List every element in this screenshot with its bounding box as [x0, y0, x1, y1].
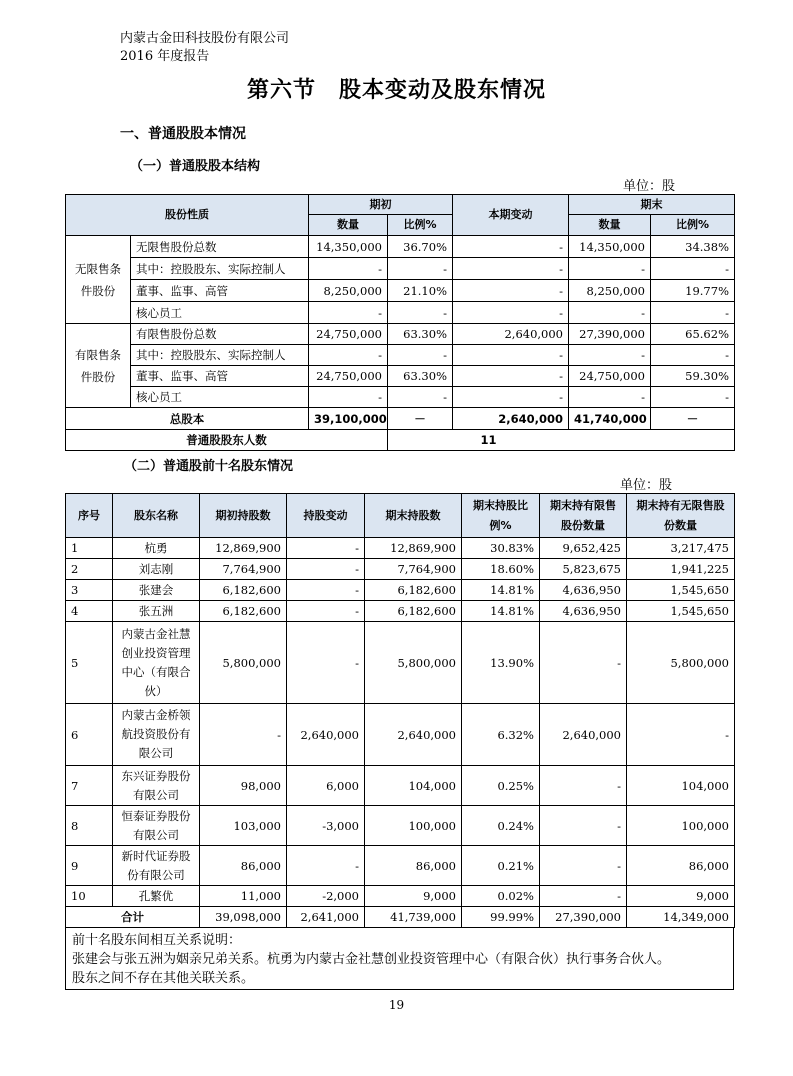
begin-qty: -: [309, 345, 388, 366]
row-name: 其中：控股股东、实际控制人: [131, 258, 309, 280]
header-begin-holding: 期初持股数: [200, 494, 287, 538]
seq: 2: [66, 559, 113, 580]
restricted-qty: -: [540, 622, 627, 704]
end-holding: 9,000: [365, 886, 462, 907]
table-row: [66, 366, 735, 387]
subsection-heading-structure: （一）普通股股本结构: [130, 159, 261, 174]
end-ratio: 34.38%: [651, 236, 735, 258]
header-begin-ratio: 比例%: [388, 215, 453, 236]
end-ratio: 0.24%: [462, 806, 540, 846]
table-row: [66, 846, 735, 886]
end-ratio: 59.30%: [651, 366, 735, 387]
end-holding: 100,000: [365, 806, 462, 846]
holders-label: 普通股股东人数: [66, 430, 388, 451]
change: 2,640,000: [453, 324, 569, 345]
holding-change: -: [287, 601, 365, 622]
restricted-qty: 5,823,675: [540, 559, 627, 580]
end-ratio: 19.77%: [651, 280, 735, 302]
holding-change: -: [287, 580, 365, 601]
end-holding: 104,000: [365, 766, 462, 806]
holder-name: 东兴证券股份有限公司: [113, 766, 200, 806]
end-holding: 2,640,000: [365, 704, 462, 766]
begin-holding: 5,800,000: [200, 622, 287, 704]
table-row: [66, 302, 735, 324]
holders-count: 11: [388, 430, 735, 451]
header-end: 期末: [569, 195, 735, 215]
table-row: [66, 806, 735, 846]
end-ratio: 18.60%: [462, 559, 540, 580]
begin-ratio: -: [388, 258, 453, 280]
table-row: [66, 236, 735, 258]
header-end-holding: 期末持股数: [365, 494, 462, 538]
begin-holding: 11,000: [200, 886, 287, 907]
header-end-qty: 数量: [569, 215, 651, 236]
header-end-ratio: 比例%: [651, 215, 735, 236]
total-end-qty: 41,740,000: [569, 408, 651, 430]
total-label: 总股本: [66, 408, 309, 430]
end-ratio: 14.81%: [462, 601, 540, 622]
table-row: [66, 538, 735, 559]
header-holding-change: 持股变动: [287, 494, 365, 538]
total-begin-holding: 39,098,000: [200, 907, 287, 928]
holder-name: 新时代证券股份有限公司: [113, 846, 200, 886]
end-holding: 7,764,900: [365, 559, 462, 580]
begin-holding: 7,764,900: [200, 559, 287, 580]
seq: 8: [66, 806, 113, 846]
begin-holding: 6,182,600: [200, 601, 287, 622]
begin-ratio: -: [388, 302, 453, 324]
end-qty: 27,390,000: [569, 324, 651, 345]
row-name: 核心员工: [131, 387, 309, 408]
end-ratio: -: [651, 387, 735, 408]
begin-ratio: 21.10%: [388, 280, 453, 302]
end-ratio: -: [651, 258, 735, 280]
begin-qty: -: [309, 258, 388, 280]
page-title: 第六节 股本变动及股东情况: [246, 78, 546, 103]
row-name: 无限售股份总数: [131, 236, 309, 258]
end-qty: 14,350,000: [569, 236, 651, 258]
table-row: [66, 580, 735, 601]
table-row: [66, 886, 735, 907]
top10-shareholders-table: [65, 493, 735, 928]
holders-row: [66, 430, 735, 451]
change: -: [453, 280, 569, 302]
header-change: 本期变动: [453, 195, 569, 236]
unrestricted-qty: 9,000: [627, 886, 735, 907]
group-label-unrestricted: 无限售条件股份: [66, 236, 131, 324]
group-label-restricted: 有限售条件股份: [66, 324, 131, 408]
total-row: [66, 408, 735, 430]
total-end-ratio: 99.99%: [462, 907, 540, 928]
header-holder-name: 股东名称: [113, 494, 200, 538]
end-qty: 8,250,000: [569, 280, 651, 302]
holder-name: 张五洲: [113, 601, 200, 622]
row-name: 董事、监事、高管: [131, 366, 309, 387]
share-structure-table: [65, 194, 735, 451]
note-title: 前十名股东间相互关系说明：: [72, 933, 242, 948]
seq: 6: [66, 704, 113, 766]
total-restricted-qty: 27,390,000: [540, 907, 627, 928]
header-begin: 期初: [309, 195, 453, 215]
header-share-nature: 股份性质: [66, 195, 309, 236]
restricted-qty: -: [540, 766, 627, 806]
end-ratio: 0.02%: [462, 886, 540, 907]
begin-qty: 14,350,000: [309, 236, 388, 258]
row-name: 核心员工: [131, 302, 309, 324]
end-holding: 12,869,900: [365, 538, 462, 559]
begin-ratio: 36.70%: [388, 236, 453, 258]
table-row: [66, 387, 735, 408]
unrestricted-qty: 5,800,000: [627, 622, 735, 704]
table-row: [66, 622, 735, 704]
holding-change: 2,640,000: [287, 704, 365, 766]
seq: 7: [66, 766, 113, 806]
restricted-qty: -: [540, 846, 627, 886]
seq: 3: [66, 580, 113, 601]
change: -: [453, 236, 569, 258]
end-ratio: 0.21%: [462, 846, 540, 886]
restricted-qty: -: [540, 886, 627, 907]
relationship-note: [65, 928, 734, 990]
end-qty: -: [569, 302, 651, 324]
end-qty: -: [569, 345, 651, 366]
seq: 1: [66, 538, 113, 559]
begin-qty: -: [309, 302, 388, 324]
end-ratio: 65.62%: [651, 324, 735, 345]
end-holding: 86,000: [365, 846, 462, 886]
begin-holding: 12,869,900: [200, 538, 287, 559]
unrestricted-qty: 1,545,650: [627, 580, 735, 601]
total-begin-ratio: －: [388, 408, 453, 430]
table-row: [66, 601, 735, 622]
end-ratio: 0.25%: [462, 766, 540, 806]
end-holding: 6,182,600: [365, 601, 462, 622]
holding-change: -: [287, 846, 365, 886]
holding-change: -: [287, 538, 365, 559]
note-line-1: 张建会与张五洲为姻亲兄弟关系。杭勇为内蒙古金社慧创业投资管理中心（有限合伙）执行事务合伙人。: [72, 952, 671, 967]
total-change: 2,640,000: [453, 408, 569, 430]
holding-change: -2,000: [287, 886, 365, 907]
change: -: [453, 387, 569, 408]
seq: 4: [66, 601, 113, 622]
end-ratio: 13.90%: [462, 622, 540, 704]
end-holding: 6,182,600: [365, 580, 462, 601]
total-row: [66, 907, 735, 928]
report-year: 2016 年度报告: [120, 49, 210, 64]
holding-change: -: [287, 559, 365, 580]
restricted-qty: -: [540, 806, 627, 846]
begin-holding: 103,000: [200, 806, 287, 846]
holder-name: 孔繁优: [113, 886, 200, 907]
holder-name: 张建会: [113, 580, 200, 601]
total-begin-qty: 39,100,000: [309, 408, 388, 430]
holder-name: 杭勇: [113, 538, 200, 559]
end-qty: -: [569, 258, 651, 280]
begin-qty: -: [309, 387, 388, 408]
begin-ratio: 63.30%: [388, 324, 453, 345]
holder-name: 恒泰证券股份有限公司: [113, 806, 200, 846]
header-seq: 序号: [66, 494, 113, 538]
seq: 5: [66, 622, 113, 704]
table-row: [66, 324, 735, 345]
change: -: [453, 366, 569, 387]
holder-name: 内蒙古金桥领航投资股份有限公司: [113, 704, 200, 766]
end-ratio: 14.81%: [462, 580, 540, 601]
row-name: 其中：控股股东、实际控制人: [131, 345, 309, 366]
holding-change: 6,000: [287, 766, 365, 806]
subsection-heading-top10: （二）普通股前十名股东情况: [124, 459, 294, 474]
unrestricted-qty: 1,941,225: [627, 559, 735, 580]
row-name: 有限售股份总数: [131, 324, 309, 345]
table-row: [66, 280, 735, 302]
end-ratio: 30.83%: [462, 538, 540, 559]
end-ratio: -: [651, 345, 735, 366]
unrestricted-qty: 104,000: [627, 766, 735, 806]
end-ratio: 6.32%: [462, 704, 540, 766]
holding-change: -3,000: [287, 806, 365, 846]
total-holding-change: 2,641,000: [287, 907, 365, 928]
begin-ratio: 63.30%: [388, 366, 453, 387]
restricted-qty: 9,652,425: [540, 538, 627, 559]
holding-change: -: [287, 622, 365, 704]
begin-holding: 86,000: [200, 846, 287, 886]
restricted-qty: 4,636,950: [540, 601, 627, 622]
begin-ratio: -: [388, 345, 453, 366]
begin-qty: 24,750,000: [309, 324, 388, 345]
table-row: [66, 704, 735, 766]
unrestricted-qty: 3,217,475: [627, 538, 735, 559]
end-holding: 5,800,000: [365, 622, 462, 704]
change: -: [453, 302, 569, 324]
header-begin-qty: 数量: [309, 215, 388, 236]
section-heading: 一、普通股股本情况: [120, 126, 246, 142]
restricted-qty: 4,636,950: [540, 580, 627, 601]
unit-label-1: 单位：股: [623, 179, 676, 194]
change: -: [453, 345, 569, 366]
total-label: 合计: [66, 907, 200, 928]
total-unrestricted-qty: 14,349,000: [627, 907, 735, 928]
total-end-ratio: －: [651, 408, 735, 430]
begin-holding: 98,000: [200, 766, 287, 806]
unrestricted-qty: 86,000: [627, 846, 735, 886]
page-header: [120, 30, 289, 66]
restricted-qty: 2,640,000: [540, 704, 627, 766]
holder-name: 内蒙古金社慧创业投资管理中心（有限合伙）: [113, 622, 200, 704]
table-row: [66, 559, 735, 580]
unrestricted-qty: 1,545,650: [627, 601, 735, 622]
total-end-holding: 41,739,000: [365, 907, 462, 928]
unit-label-2: 单位：股: [620, 478, 673, 493]
note-line-2: 股东之间不存在其他关联关系。: [72, 971, 255, 986]
table-row: [66, 766, 735, 806]
begin-holding: -: [200, 704, 287, 766]
page-number: 19: [388, 998, 405, 1012]
end-ratio: -: [651, 302, 735, 324]
unrestricted-qty: -: [627, 704, 735, 766]
seq: 10: [66, 886, 113, 907]
unrestricted-qty: 100,000: [627, 806, 735, 846]
begin-ratio: -: [388, 387, 453, 408]
header-restricted-qty: 期末持有限售股份数量: [540, 494, 627, 538]
holder-name: 刘志刚: [113, 559, 200, 580]
header-unrestricted-qty: 期末持有无限售股份数量: [627, 494, 735, 538]
row-name: 董事、监事、高管: [131, 280, 309, 302]
begin-qty: 24,750,000: [309, 366, 388, 387]
seq: 9: [66, 846, 113, 886]
header-end-ratio: 期末持股比例%: [462, 494, 540, 538]
change: -: [453, 258, 569, 280]
begin-holding: 6,182,600: [200, 580, 287, 601]
table-row: [66, 258, 735, 280]
end-qty: 24,750,000: [569, 366, 651, 387]
company-name: 内蒙古金田科技股份有限公司: [120, 31, 290, 46]
end-qty: -: [569, 387, 651, 408]
begin-qty: 8,250,000: [309, 280, 388, 302]
table-row: [66, 345, 735, 366]
